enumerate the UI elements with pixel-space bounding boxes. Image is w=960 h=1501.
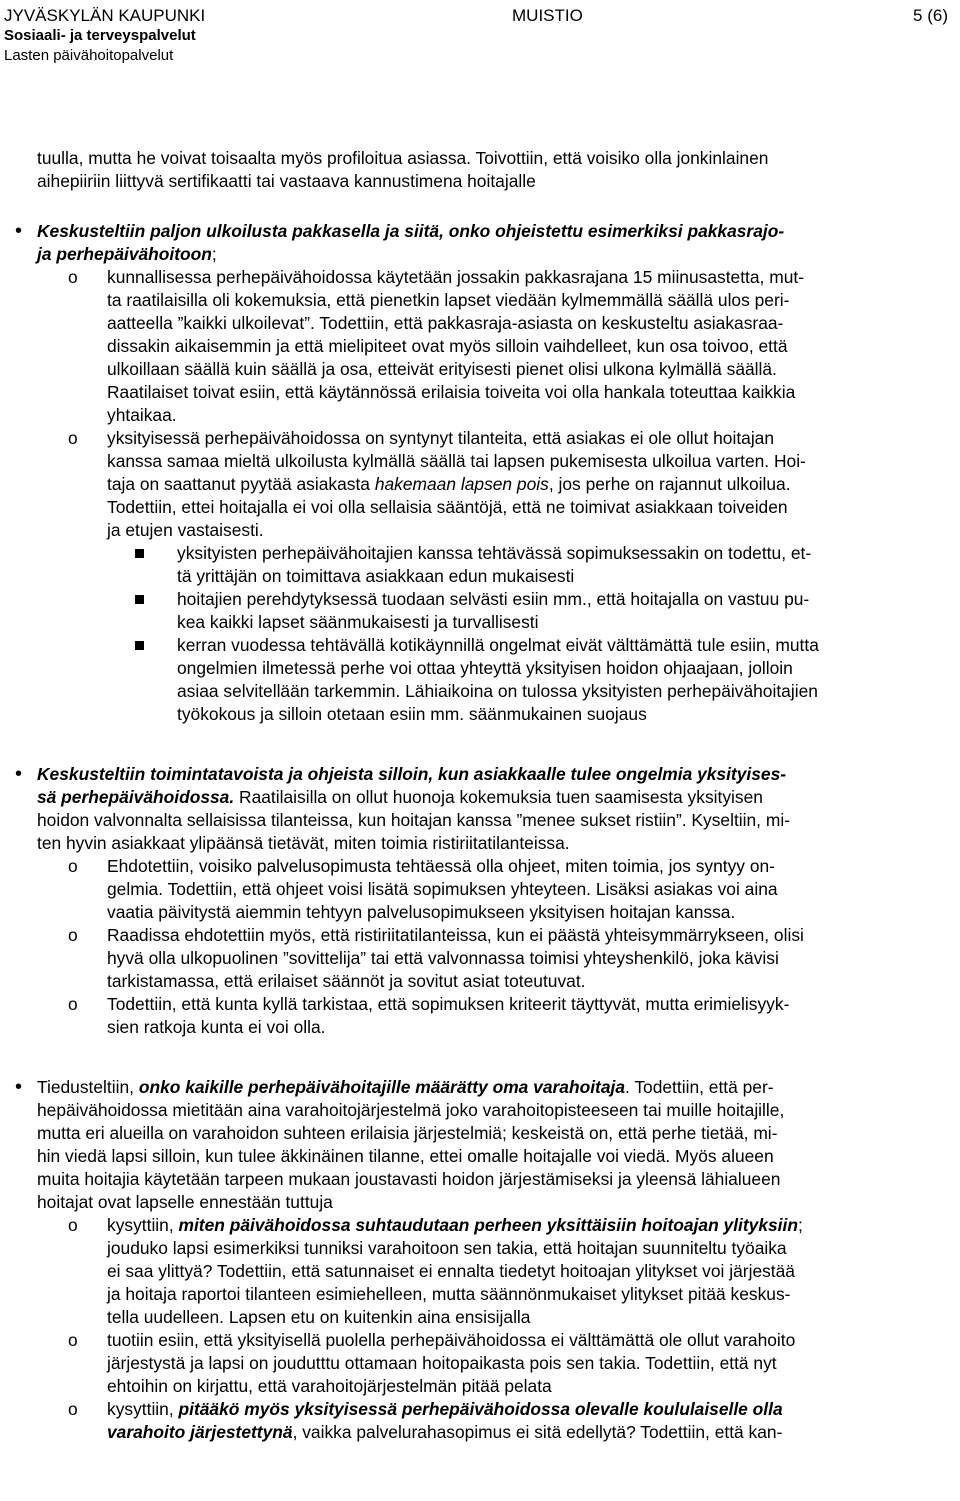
text-span: , jos perhe on rajannut ulkoilua.	[548, 474, 791, 494]
text-line: dissakin aikaisemmin ja että mielipiteet ovat myös silloin vaihdelleet, kun osa toivoo, että	[107, 336, 788, 356]
text-line: ja hoitaja raportoi tilanteen esimiehelleen, mutta säännönmukaiset ylitykset pitää keskus-	[107, 1284, 791, 1304]
bullet-item-substitute-caregiver	[14, 1076, 943, 1444]
text-line: Ehdotettiin, voisiko palvelusopimusta tehtäessä olla ohjeet, miten toimia, jos syntyy on-	[107, 856, 775, 876]
text-line: muita hoitajia käytetään tarpeen mukaan joustavasti hoidon järjestämiseksi ja yleensä lähialueen	[37, 1169, 781, 1189]
text-line: hin viedä lapsi silloin, kun tulee äkkinäinen tilanne, ettei omalle hoitajalle voi viedä. Myös alueen	[37, 1146, 774, 1166]
text-line: hepäivähoidossa mietitään aina varahoitojärjestelmä joko varahoitopisteeseen tai muille hoitajille,	[37, 1100, 785, 1120]
text-span: miten päivähoidossa suhtaudutaan perheen yksittäisiin hoitoajan ylityksiin	[178, 1215, 798, 1235]
square-item	[37, 588, 943, 634]
intro-paragraph	[37, 147, 943, 193]
text-line: ulkoillaan säällä kuin säällä ja osa, etteivät erityisesti pienet olisi ulkona kylmällä säällä.	[107, 359, 777, 379]
text-line: ta raatilaisilla oli kokemuksia, että pienetkin lapset viedään kylmemmällä säällä ulos peri-	[107, 290, 790, 310]
sub-item	[37, 427, 943, 542]
text-line: tuulla, mutta he voivat toisaalta myös profiloitua asiassa. Toivottiin, että voisiko olla jonkinlainen	[37, 148, 769, 168]
text-span: hakemaan lapsen pois	[374, 474, 549, 494]
text-span: onko kaikille perhepäivähoitajille määrätty oma varahoitaja	[138, 1077, 625, 1097]
sub-item	[37, 1398, 943, 1444]
text-line: Keskusteltiin toimintatavoista ja ohjeista silloin, kun asiakkaalle tulee ongelmia yksityises-	[37, 764, 787, 784]
bullet-item-outdoor-play	[14, 220, 943, 726]
sub-bullet-icon: o	[68, 925, 78, 945]
text-line: yksityisten perhepäivähoitajien kanssa tehtävässä sopimuksessakin on todettu, et-	[177, 543, 812, 563]
text-line: tuotiin esiin, että yksityisellä puolella perhepäivähoidossa ei välttämättä ole ollut varahoito	[107, 1330, 796, 1350]
sub-bullet-icon: o	[68, 994, 78, 1014]
sub-bullet-icon: o	[68, 428, 78, 448]
sub-bullet-icon: o	[68, 267, 78, 287]
header-org: JYVÄSKYLÄN KAUPUNKI	[4, 6, 206, 25]
text-line: hoitajat ovat lapselle ennestään tuttuja	[37, 1192, 333, 1212]
text-span: kysyttiin,	[107, 1215, 179, 1235]
header-doc-type: MUISTIO	[512, 6, 583, 25]
text-line: aatteella ”kaikki ulkoilevat”. Todettiin, että pakkasraja-asiasta on keskusteltu asiakasraa-	[107, 313, 784, 333]
text-line: jouduko lapsi esimerkiksi tunniksi varahoitoon sen takia, että hoitajan suunniteltu työaika	[107, 1238, 787, 1258]
text-line: Raatilaiset toivat esiin, että käytännössä erilaisia toiveita voi olla hankala toteuttaa kaikkia	[107, 382, 796, 402]
text-span: ;	[211, 244, 217, 264]
text-line: Todettiin, ettei hoitajalla ei voi olla sellaisia sääntöjä, että ne toimivat asiakkaan toiveiden	[107, 497, 788, 517]
text-line: Keskusteltiin paljon ulkoilusta pakkasella ja siitä, onko ohjeistettu esimerkiksi pakkasrajo-	[37, 221, 785, 241]
text-line: kea kaikki lapset säänmukaisesti ja turvallisesti	[177, 612, 539, 632]
text-line: tella uudelleen. Lapsen etu on kuitenkin aina ensisijalla	[107, 1307, 531, 1327]
text-line: gelmia. Todettiin, että ohjeet voisi lisätä sopimuksen yhteyteen. Lisäksi asiakas voi aina	[107, 879, 778, 899]
text-line: aihepiiriin liittyvä sertifikaatti tai vastaava kannustimena hoitajalle	[37, 171, 536, 191]
text-line: kerran vuodessa tehtävällä kotikäynnillä ongelmat eivät välttämättä tule esiin, mutta	[177, 635, 819, 655]
text-span: sä perhepäivähoidossa.	[37, 787, 235, 807]
sub-item	[37, 993, 943, 1039]
sub-bullet-icon: o	[68, 1330, 78, 1350]
text-line: ei saa ylittyä? Todettiin, että satunnaiset ei ennalta tiedetyt hoitoajan ylitykset voi järjestää	[107, 1261, 795, 1281]
text-span: varahoito järjestettynä	[107, 1422, 293, 1442]
bullet-icon: •	[14, 763, 22, 785]
sub-item	[37, 924, 943, 993]
text-line: asiaa selvitellään tarkemmin. Lähiaikoina on tulossa yksityisten perhepäivähoitajien	[177, 681, 818, 701]
document-body	[14, 147, 943, 1444]
sub-item	[37, 855, 943, 924]
text-line: yksityisessä perhepäivähoidossa on syntynyt tilanteita, että asiakas ei ole ollut hoitajan	[107, 428, 775, 448]
sub-bullet-icon: o	[68, 1215, 78, 1235]
header-unit: Lasten päivähoitopalvelut	[4, 47, 174, 64]
text-span: ja perhepäivähoitoon	[37, 244, 212, 264]
header-department: Sosiaali- ja terveyspalvelut	[4, 27, 196, 44]
header-page-number: 5 (6)	[913, 6, 948, 25]
text-span: . Todettiin, että per-	[625, 1077, 774, 1097]
text-span: Tiedusteltiin,	[37, 1077, 139, 1097]
text-line: kunnallisessa perhepäivähoidossa käytetään jossakin pakkasrajana 15 miinusastetta, mut-	[107, 267, 804, 287]
text-span: , vaikka palvelurahasopimus ei sitä edellytä? Todettiin, että kan-	[292, 1422, 783, 1442]
square-item	[37, 634, 943, 726]
text-line: Todettiin, että kunta kyllä tarkistaa, että sopimuksen kriteerit täyttyvät, mutta erimielisyyk-	[107, 994, 790, 1014]
text-line: järjestystä ja lapsi on joudutttu ottamaan hoitopaikasta pois sen takia. Todettiin, että nyt	[107, 1353, 777, 1373]
sub-bullet-icon: o	[68, 856, 78, 876]
text-line: Raadissa ehdotettiin myös, että ristiriitatilanteissa, kun ei päästä yhteisymmärrykseen, olisi	[107, 925, 804, 945]
square-bullet-icon	[135, 641, 144, 650]
text-span: Raatilaisilla on ollut huonoja kokemuksia tuen saamisesta yksityisen	[234, 787, 763, 807]
bullet-item-problem-guidance	[14, 763, 943, 1039]
text-span: taja on saattanut pyytää asiakasta	[107, 474, 375, 494]
text-line: sien ratkoja kunta ei voi olla.	[107, 1017, 326, 1037]
text-line: vaatia päivitystä aiemmin tehtyyn palvelusopimukseen yksityisen hoitajan kanssa.	[107, 902, 736, 922]
sub-item	[37, 1329, 943, 1398]
text-line: tarkistamassa, että erilaiset säännöt ja sovitut asiat toteutuvat.	[107, 971, 586, 991]
header-row	[4, 4, 948, 26]
text-span: ;	[797, 1215, 803, 1235]
text-span: kysyttiin,	[107, 1399, 179, 1419]
bullet-icon: •	[14, 1076, 22, 1098]
text-line: hoidon valvonnalta sellaisissa tilanteissa, kun hoitajan kanssa ”menee sukset ristiin”. Kyseltiin, mi-	[37, 810, 790, 830]
text-line: mutta eri alueilla on varahoidon suhteen erilaisia järjestelmiä; keskeistä on, että perhe tietää, mi-	[37, 1123, 778, 1143]
sub-bullet-icon: o	[68, 1399, 78, 1419]
text-line: ja etujen vastaisesti.	[107, 520, 264, 540]
bullet-icon: •	[14, 220, 22, 242]
text-span: pitääkö myös yksityisessä perhepäivähoidossa olevalle koululaiselle olla	[178, 1399, 783, 1419]
square-item	[37, 542, 943, 588]
text-line: ten hyvin asiakkaat ylipäänsä tietävät, miten toimia ristiriitatilanteissa.	[37, 833, 570, 853]
text-line: tä yrittäjän on toimittava asiakkaan edun mukaisesti	[177, 566, 575, 586]
document-header	[4, 4, 948, 66]
square-bullet-icon	[135, 549, 144, 558]
text-line: ongelmien ilmetessä perhe voi ottaa yhteyttä yksityisen hoidon ohjaajaan, jolloin	[177, 658, 793, 678]
text-line: kanssa samaa mieltä ulkoilusta kylmällä säällä tai lapsen pukemisesta ulkoilua varten. Hoi-	[107, 451, 806, 471]
text-line: työkokous ja silloin otetaan esiin mm. säänmukainen suojaus	[177, 704, 647, 724]
sub-item	[37, 266, 943, 427]
sub-item	[37, 1214, 943, 1329]
square-bullet-icon	[135, 595, 144, 604]
text-line: yhtaikaa.	[107, 405, 177, 425]
text-line: hyvä olla ulkopuolinen ”sovittelija” tai että valvonnassa toimisi yhteyshenkilö, joka kävisi	[107, 948, 779, 968]
text-line: ehtoihin on kirjattu, että varahoitojärjestelmän pitää pelata	[107, 1376, 552, 1396]
text-line: hoitajien perehdytyksessä tuodaan selvästi esiin mm., että hoitajalla on vastuu pu-	[177, 589, 810, 609]
